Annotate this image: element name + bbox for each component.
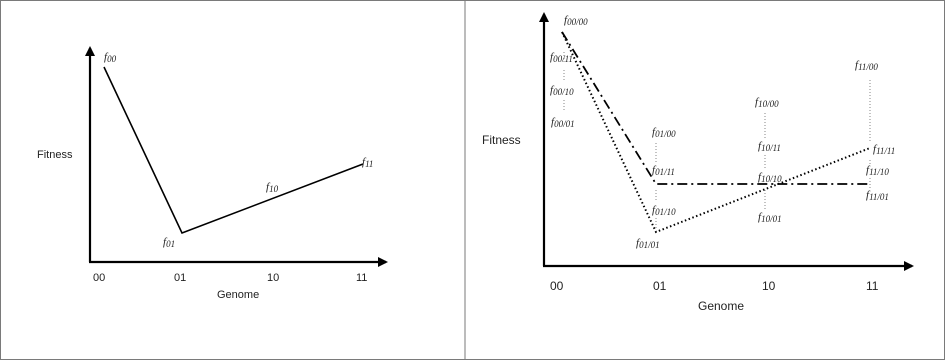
right-x-tick-01: 01 bbox=[653, 279, 667, 293]
label-f11-00: f11/00 bbox=[855, 59, 878, 72]
left-x-tick-11: 11 bbox=[356, 272, 368, 284]
right-x-tick-10: 10 bbox=[762, 279, 776, 293]
right-x-axis-title: Genome bbox=[698, 299, 745, 313]
left-x-axis-title: Genome bbox=[217, 289, 260, 301]
left-panel bbox=[37, 48, 386, 301]
label-f01-11: f01/11 bbox=[652, 164, 675, 177]
left-x-tick-01: 01 bbox=[174, 272, 187, 284]
label-f01-01: f01/01 bbox=[636, 237, 660, 250]
left-label-f11-sub: 11 bbox=[365, 159, 374, 169]
label-f10-10: f10/10 bbox=[758, 171, 782, 184]
label-f11-01: f11/01 bbox=[866, 189, 889, 202]
right-x-tick-00: 00 bbox=[550, 279, 564, 293]
label-f01-00: f01/00 bbox=[652, 126, 676, 139]
left-label-f01-sub: 01 bbox=[166, 239, 176, 249]
left-label-f00-sub: 00 bbox=[107, 54, 117, 64]
right-dotted-line bbox=[562, 32, 870, 232]
left-y-axis-title: Fitness bbox=[37, 149, 73, 161]
left-x-tick-10: 10 bbox=[267, 272, 280, 284]
left-label-f00 bbox=[104, 51, 117, 64]
left-label-f11 bbox=[362, 156, 373, 169]
left-x-tick-00: 00 bbox=[93, 272, 106, 284]
left-label-f10-base: f bbox=[266, 181, 270, 193]
left-label-f01 bbox=[163, 236, 175, 249]
left-label-f11-base: f bbox=[362, 156, 366, 168]
label-f01-10: f01/10 bbox=[652, 204, 676, 217]
label-f10-00: f10/00 bbox=[755, 96, 779, 109]
right-x-tick-11: 11 bbox=[866, 279, 879, 293]
right-y-axis-title: Fitness bbox=[482, 133, 521, 147]
label-f10-01: f10/01 bbox=[758, 211, 782, 224]
left-label-f10 bbox=[266, 181, 279, 194]
left-fitness-line bbox=[104, 67, 363, 233]
label-f10-11: f10/11 bbox=[758, 140, 781, 153]
label-f00-00: f00/00 bbox=[564, 14, 588, 27]
right-dash-dot-line bbox=[562, 32, 870, 184]
label-f00-10: f00/10 bbox=[550, 84, 574, 97]
figure-border bbox=[1, 1, 945, 360]
label-f00-01: f00/01 bbox=[551, 116, 575, 129]
left-label-f10-sub: 10 bbox=[269, 184, 279, 194]
left-label-f00-base: f bbox=[104, 51, 108, 63]
right-panel bbox=[482, 14, 912, 313]
label-f00-11: f00/11 bbox=[550, 51, 573, 64]
left-label-f01-base: f bbox=[163, 236, 167, 248]
label-f11-11: f11/11 bbox=[873, 143, 896, 156]
label-f11-10: f11/10 bbox=[866, 164, 889, 177]
